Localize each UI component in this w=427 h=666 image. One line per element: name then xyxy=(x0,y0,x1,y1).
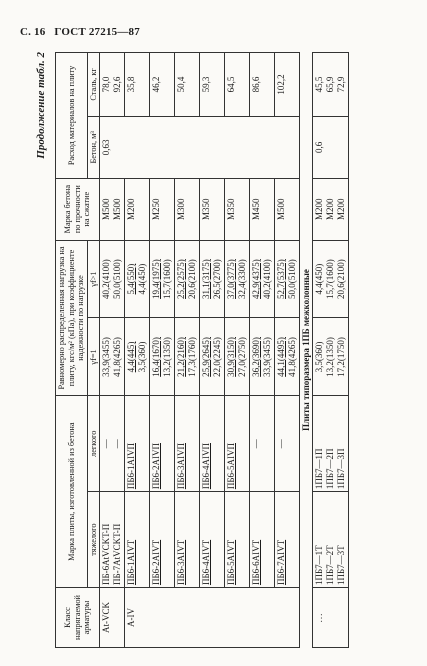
load-g1: 44,1(4495) xyxy=(276,337,287,377)
load-g1: 17,2(1750) xyxy=(336,337,347,377)
heavy-mark: ПБ-7AtVCKT-П xyxy=(112,523,123,586)
steel-value: 92,6 xyxy=(112,76,123,93)
load-g2: 20,6(2100) xyxy=(336,259,347,299)
section-subheader: Плиты типоразмера 1ПБ межколонные xyxy=(300,53,313,648)
heavy-mark: ПБ6-2AIVТ xyxy=(151,539,162,586)
concrete-volume-cell: 0,63 xyxy=(100,116,300,178)
table-title: Продолжение табл. 2 xyxy=(35,52,47,159)
concrete-mark: М200 xyxy=(336,198,347,220)
load-g2: 40,2(4100) xyxy=(101,259,112,299)
heavy-mark: ПБ6-5AIVТ xyxy=(226,539,237,586)
heavy-mark: ПБ6-7AIVТ xyxy=(276,539,287,586)
steel-value: 65,9 xyxy=(325,76,336,93)
section-subheader-row xyxy=(300,53,313,648)
heavy-mark: 1ПБ7—1Т xyxy=(314,545,325,586)
table-row xyxy=(313,53,349,648)
steel-value: 64,5 xyxy=(226,76,237,93)
col-gamma-gt1: γf>1 xyxy=(87,240,100,318)
col-load: Равномерно распределенная нагрузка на плиту, кгс/м² (кПа), при коэффициенте надежности по нагрузке xyxy=(56,240,88,396)
rotated-table-canvas xyxy=(33,48,373,648)
spec-table xyxy=(55,52,349,648)
load-g2: 15,7(1600) xyxy=(325,259,336,299)
concrete-mark: М350 xyxy=(201,198,212,220)
col-rebar-class: Класс напрягаемой арматуры xyxy=(56,588,100,648)
table-row xyxy=(100,53,125,648)
load-g2: 4,4(450) xyxy=(314,263,325,295)
concrete-mark: М200 xyxy=(325,198,336,220)
light-mark: — xyxy=(251,439,262,449)
heavy-mark: 1ПБ7—3Т xyxy=(336,545,347,586)
col-light: легкого xyxy=(87,396,100,492)
load-g2: 4,4(450) xyxy=(137,263,148,295)
light-mark: ПБ6-3AIVП xyxy=(176,443,187,490)
load-g2: 31,1(3175) xyxy=(201,259,212,299)
load-g2: 50,0(5100) xyxy=(287,259,298,299)
heavy-mark: ПБ6-6AIVТ xyxy=(251,539,262,586)
load-g2: 37,0(3775) xyxy=(226,259,237,299)
concrete-mark: М250 xyxy=(151,198,162,220)
load-g2: 25,2(2575) xyxy=(176,259,187,299)
light-mark: ПБ6-2AIVП xyxy=(151,443,162,490)
steel-value: 35,8 xyxy=(126,76,137,93)
load-g1: 41,8(4265) xyxy=(112,337,123,377)
steel-value: 59,3 xyxy=(201,76,212,93)
load-g2: 50,0(5100) xyxy=(112,259,123,299)
load-g1: 41,8(4265) xyxy=(287,337,298,377)
steel-value: 78,0 xyxy=(101,76,112,93)
load-g2: 52,7(5375) xyxy=(276,259,287,299)
light-mark: ПБ6-5AIVП xyxy=(226,443,237,490)
concrete-mark: М450 xyxy=(251,198,262,220)
load-g1: 16,4(1670) xyxy=(151,337,162,377)
load-g2: 20,6(2100) xyxy=(187,259,198,299)
load-g1: 30,9(3150) xyxy=(226,337,237,377)
steel-value: 102,2 xyxy=(276,74,287,95)
load-g1: 13,2(1350) xyxy=(325,337,336,377)
steel-value: 50,4 xyxy=(176,76,187,93)
rebar-class-cell: ... xyxy=(313,588,349,648)
light-mark: 1ПБ7—3П xyxy=(336,448,347,490)
load-g1: 27,0(2750) xyxy=(237,337,248,377)
light-mark: — xyxy=(101,439,112,449)
steel-value: 72,9 xyxy=(336,76,347,93)
col-heavy: тяжелого xyxy=(87,492,100,588)
load-g2: 5,4(550) xyxy=(126,263,137,295)
load-g1: 25,9(2645) xyxy=(201,337,212,377)
concrete-volume-cell: 0,6 xyxy=(313,116,349,178)
concrete-mark: М350 xyxy=(226,198,237,220)
heavy-mark: ПБ6-4AIVТ xyxy=(201,539,212,586)
heavy-mark: ПБ-6AtVCKT-П xyxy=(101,523,112,586)
rebar-class-cell: A-IV xyxy=(125,588,300,648)
concrete-mark: М200 xyxy=(126,198,137,220)
load-g2: 15,7(1600) xyxy=(162,259,173,299)
load-g2: 19,4(1975) xyxy=(151,259,162,299)
col-gamma1: γf=1 xyxy=(87,318,100,396)
col-slab-mark: Марка плиты, изготовленной из бетона xyxy=(56,396,88,588)
heavy-mark: ПБ6-1AIVТ xyxy=(126,539,137,586)
steel-value: 45,5 xyxy=(314,76,325,93)
load-g1: 33,9(3455) xyxy=(262,337,273,377)
steel-value: 46,2 xyxy=(151,76,162,93)
load-g1: 21,2(2160) xyxy=(176,337,187,377)
col-consumption: Расход материалов на плиту xyxy=(56,53,88,179)
light-mark: ПБ6-1AIVП xyxy=(126,443,137,490)
rebar-class-cell: At-VCK xyxy=(100,588,125,648)
concrete-mark: М500 xyxy=(276,198,287,220)
load-g1: 17,3(1760) xyxy=(187,337,198,377)
load-g1: 33,9(3455) xyxy=(101,337,112,377)
steel-value: 86,6 xyxy=(251,76,262,93)
load-g2: 40,2(4100) xyxy=(262,259,273,299)
load-g2: 32,4(3300) xyxy=(237,259,248,299)
light-mark: — xyxy=(112,439,123,449)
concrete-mark: М300 xyxy=(176,198,187,220)
light-mark: 1ПБ7—2П xyxy=(325,448,336,490)
heavy-mark: 1ПБ7—2Т xyxy=(325,545,336,586)
load-g2: 26,5(2700) xyxy=(212,259,223,299)
col-steel: Сталь, кг xyxy=(87,53,100,117)
concrete-mark: М500 xyxy=(101,198,112,220)
page-header xyxy=(20,26,140,38)
heavy-mark: ПБ6-3AIVТ xyxy=(176,539,187,586)
col-concrete: Бетон, м³ xyxy=(87,116,100,178)
concrete-mark: М200 xyxy=(314,198,325,220)
load-g2: 42,9(4375) xyxy=(251,259,262,299)
col-concrete-mark: Марка бетона по прочности на сжатие xyxy=(56,178,100,240)
load-g1: 22,0(2245) xyxy=(212,337,223,377)
load-g1: 4,4(445) xyxy=(126,341,137,373)
load-g1: 13,2(1350) xyxy=(162,337,173,377)
light-mark: ПБ6-4AIVП xyxy=(201,443,212,490)
load-g1: 36,2(3690) xyxy=(251,337,262,377)
standard-code: ГОСТ 27215—87 xyxy=(54,26,140,38)
light-mark: 1ПБ7—1П xyxy=(314,448,325,490)
load-g1: 3,5(360) xyxy=(314,341,325,373)
concrete-mark: М500 xyxy=(112,198,123,220)
table-body xyxy=(100,53,349,648)
load-g1: 3,5(360) xyxy=(137,341,148,373)
light-mark: — xyxy=(276,439,287,449)
page-number: С. 16 xyxy=(20,26,46,38)
